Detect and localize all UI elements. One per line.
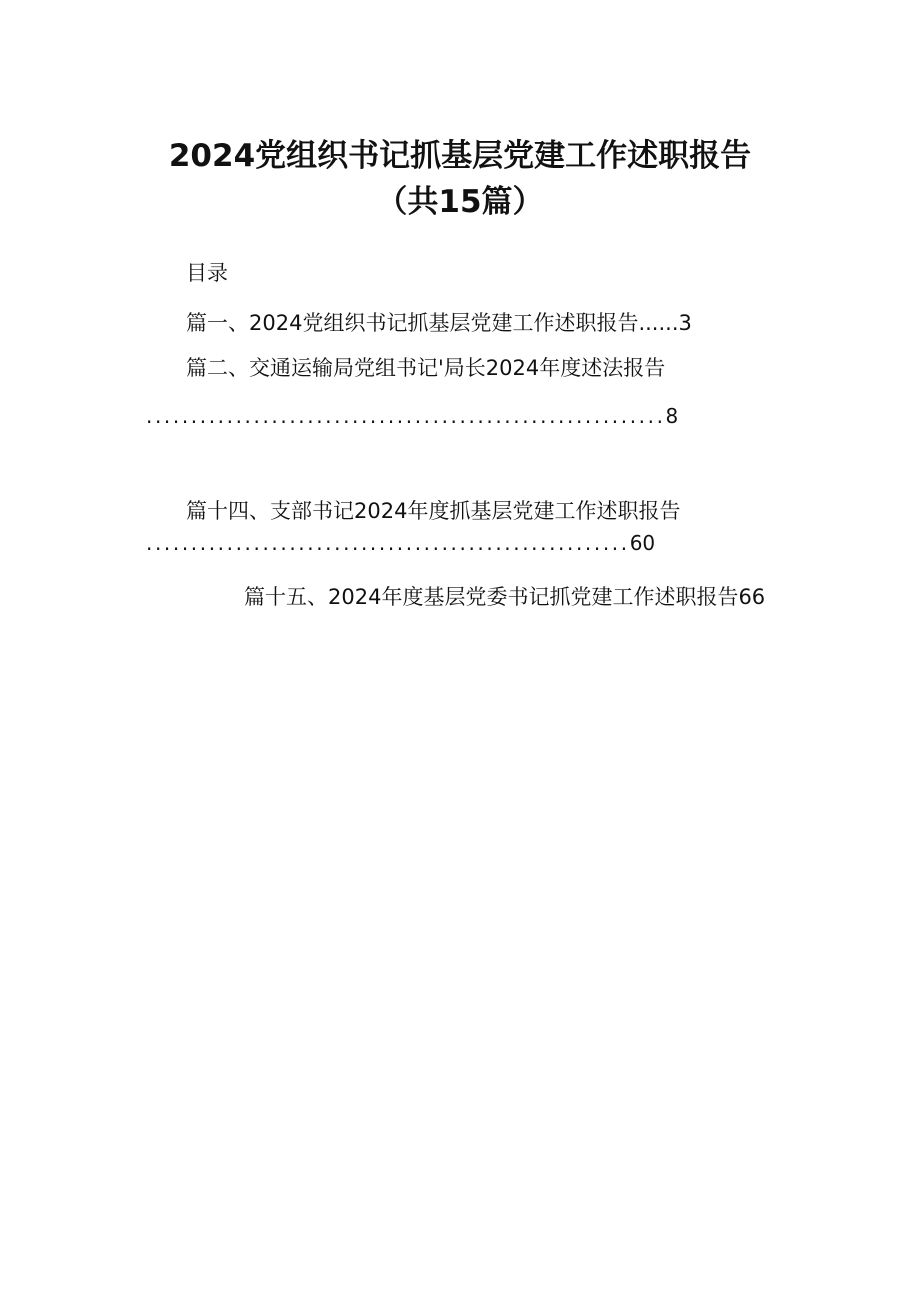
toc-entry-1[interactable]: 篇一、2024党组织书记抓基层党建工作述职报告......3: [186, 311, 692, 335]
toc-entry-2[interactable]: 篇二、交通运输局党组书记'局长2024年度述法报告: [186, 356, 666, 380]
dot-leader: ......................................................: [146, 531, 630, 555]
document-title: 2024党组织书记抓基层党建工作述职报告: [168, 138, 752, 174]
toc-entry-2-page-number: 8: [665, 404, 679, 428]
toc-entry-14-leader: [146, 530, 655, 556]
toc-entry-14[interactable]: 篇十四、支部书记2024年度抓基层党建工作述职报告: [186, 499, 681, 523]
toc-entry-14-page-number: 60: [629, 531, 656, 555]
toc-entry-2-leader: [146, 403, 678, 429]
dot-leader: ..........................................................: [146, 404, 666, 428]
toc-entry-15[interactable]: 篇十五、2024年度基层党委书记抓党建工作述职报告66: [244, 585, 766, 609]
toc-heading: 目录: [186, 261, 228, 285]
document-subtitle-count: （共15篇）: [376, 184, 544, 220]
